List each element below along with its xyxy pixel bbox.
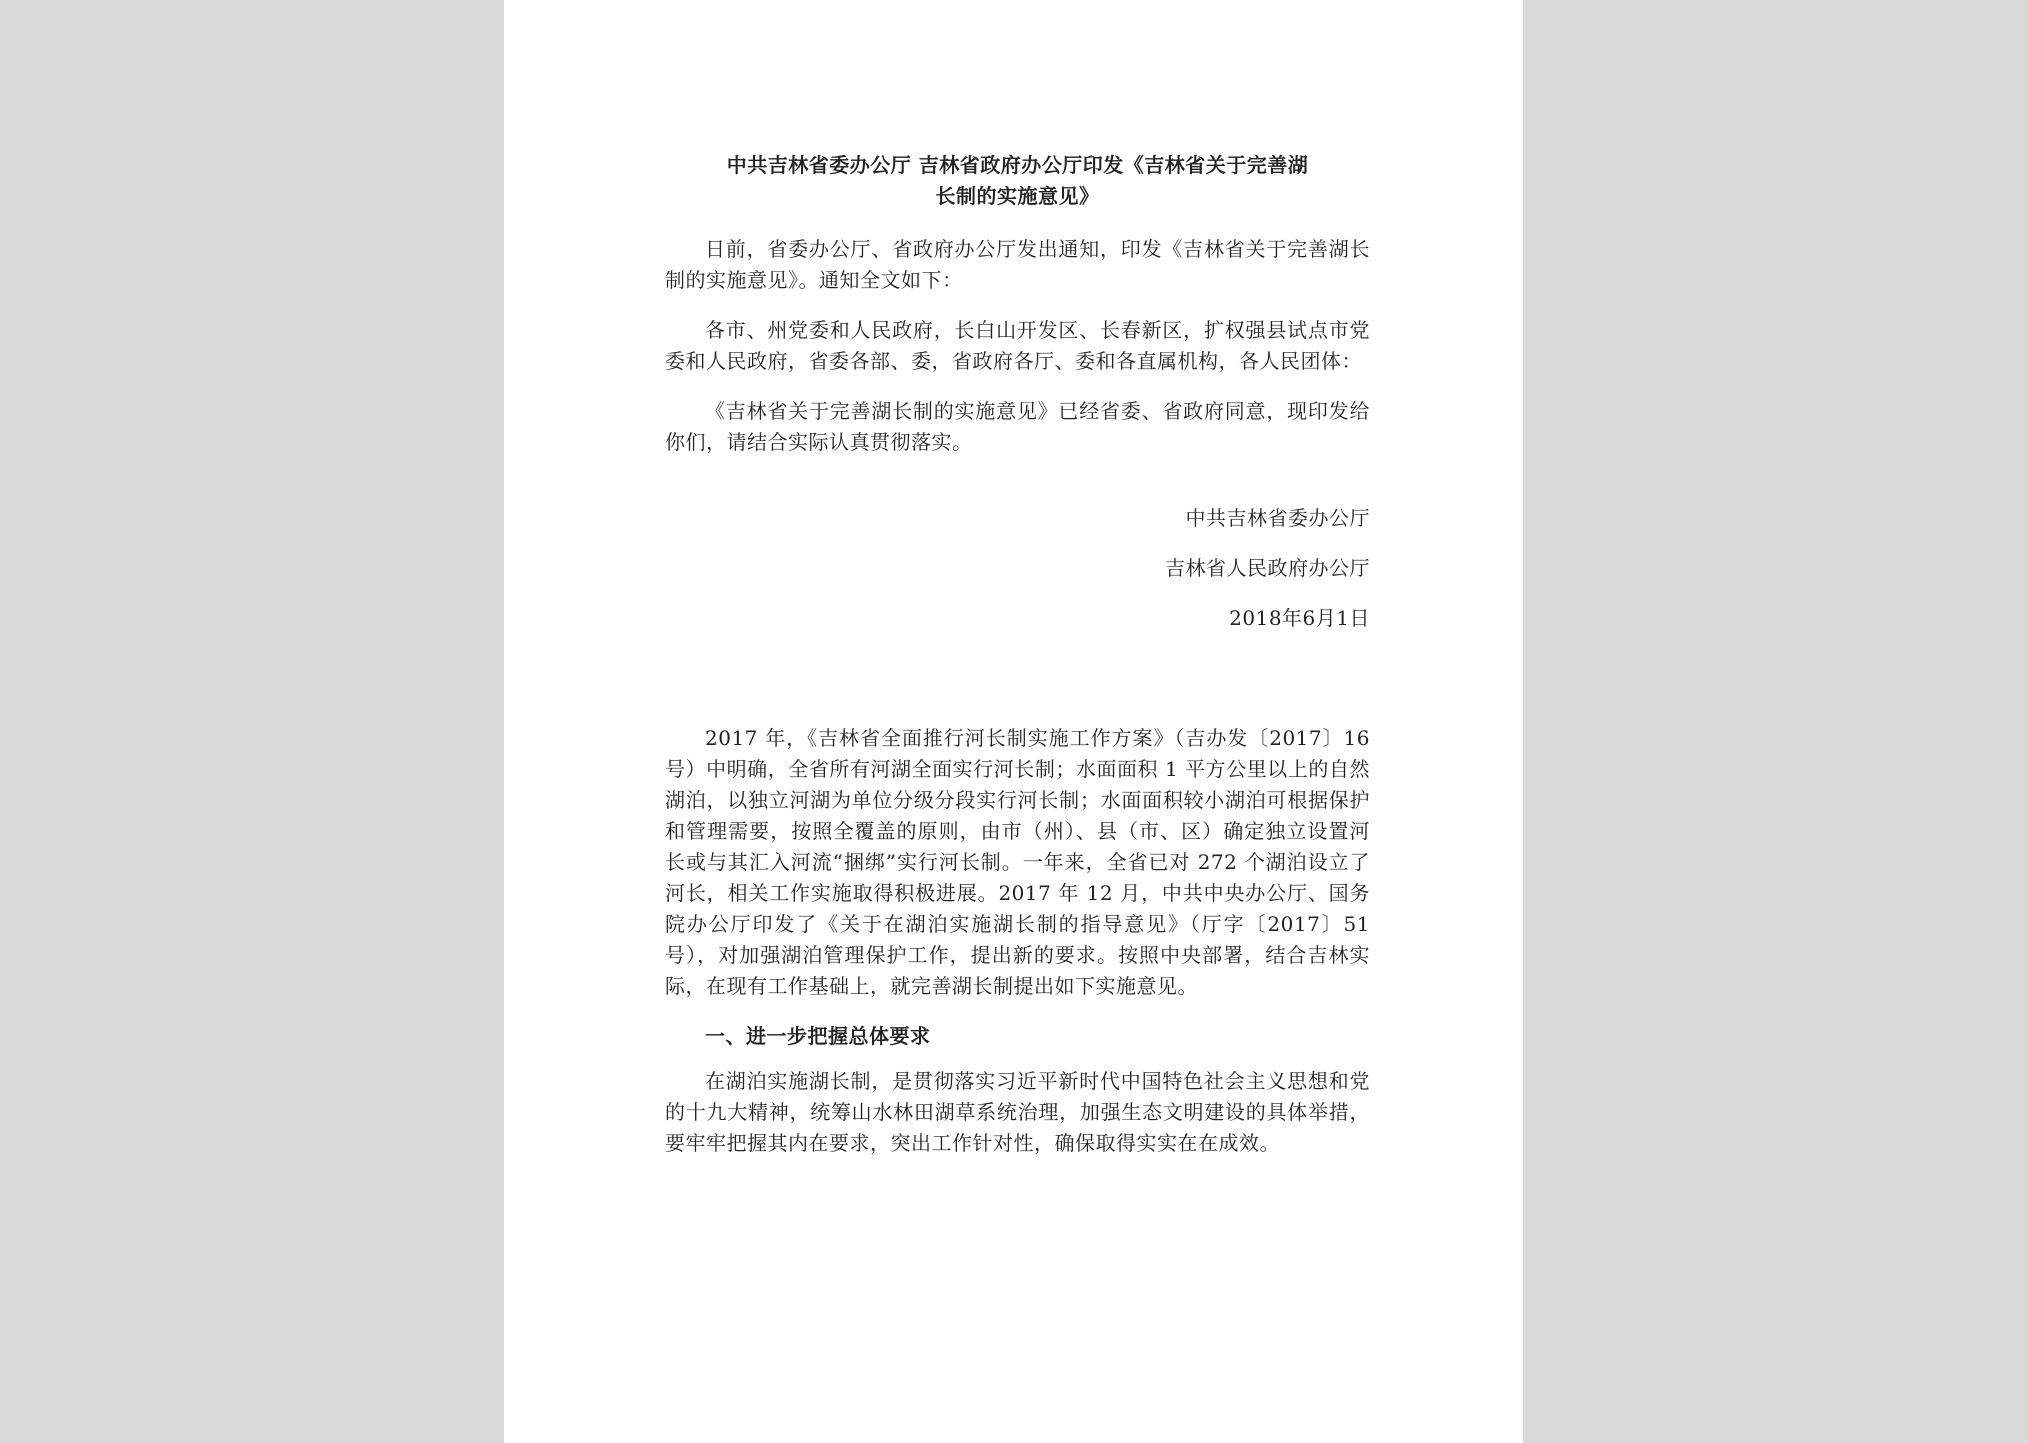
signer-government-office: 吉林省人民政府办公厅 — [1165, 556, 1370, 580]
title-line-1: 中共吉林省委办公厅 吉林省政府办公厅印发《吉林省关于完善湖 — [726, 153, 1309, 177]
section-heading: 一、进一步把握总体要求 — [705, 1024, 931, 1048]
document-page — [504, 0, 1523, 1443]
signoff-date: 2018年6月1日 — [1229, 606, 1370, 630]
document-title — [665, 150, 1370, 212]
section-paragraph: 在湖泊实施湖长制，是贯彻落实习近平新时代中国特色社会主义思想和党的十九大精神，统筹山水林田湖草系统治理，加强生态文明建设的具体举措，要牢牢把握其内在要求，突出工作针对性，确保取得实实在在成效。 — [665, 1069, 1370, 1155]
document-content — [665, 150, 1370, 1178]
recipients-paragraph: 各市、州党委和人民政府，长白山开发区、长春新区，扩权强县试点市党委和人民政府，省委各部、委，省政府各厅、委和各直属机构，各人民团体： — [665, 318, 1370, 373]
title-line-2: 长制的实施意见》 — [935, 184, 1100, 208]
notice-paragraph: 《吉林省关于完善湖长制的实施意见》已经省委、省政府同意，现印发给你们，请结合实际认真贯彻落实。 — [665, 399, 1370, 454]
spacer — [665, 653, 1370, 723]
body-paragraph: 2017 年，《吉林省全面推行河长制实施工作方案》（吉办发〔2017〕16 号）中明确，全省所有河湖全面实行河长制；水面面积 1 平方公里以上的自然湖泊，以独立河湖为单位分级分段实行河长制；水面面积较小湖泊可根据保护和管理需要，按照全覆盖的原则，由市（州）、县（市、区）确定独立设置河长或与其汇入河流“捆绑”实行河长制。一年来，全省已对 272 个湖泊设立了河长，相关工作实施取得积极进展。2017 年 12 月，中共中央办公厅、国务院办公厅印发了《关于在湖泊实施湖长制的指导意见》（厅字〔2017〕51 号），对加强湖泊管理保护工作，提出新的要求。按照中央部署，结合吉林实际，在现有工作基础上，就完善湖长制提出如下实施意见。 — [665, 726, 1370, 998]
signoff-block — [665, 503, 1370, 634]
signer-party-office: 中共吉林省委办公厅 — [1185, 506, 1370, 530]
intro-paragraph: 日前，省委办公厅、省政府办公厅发出通知，印发《吉林省关于完善湖长制的实施意见》。通知全文如下： — [665, 237, 1370, 292]
